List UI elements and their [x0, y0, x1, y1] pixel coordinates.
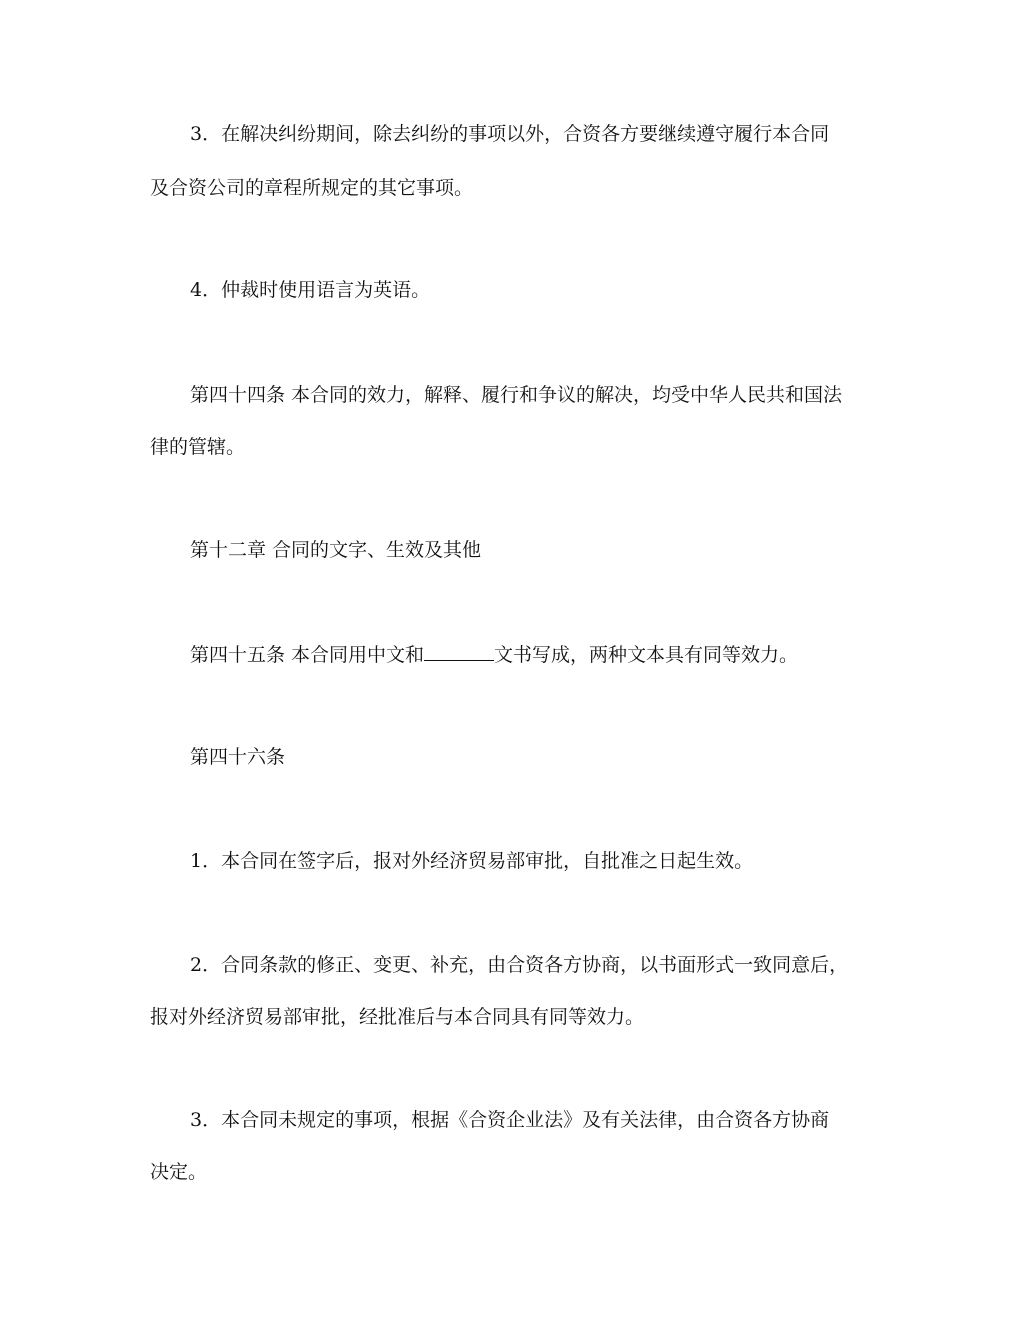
fill-in-blank — [424, 642, 494, 661]
article-45-line — [190, 642, 880, 668]
clause-3-line-2: 及合资公司的章程所规定的其它事项。 — [150, 177, 474, 199]
article-45-before-blank: 第四十五条 本合同用中文和 — [190, 644, 425, 666]
article-46-heading: 第四十六条 — [190, 746, 286, 768]
article-44-line-1: 第四十四条 本合同的效力，解释、履行和争议的解决，均受中华人民共和国法 — [190, 384, 843, 406]
chapter-12-heading: 第十二章 合同的文字、生效及其他 — [190, 539, 482, 561]
article-46-clause-3-line-2: 决定。 — [150, 1161, 208, 1183]
article-46-clause-3-line-1: 3．本合同未规定的事项，根据《合资企业法》及有关法律，由合资各方协商 — [190, 1109, 830, 1131]
article-46-clause-2-line-1: 2．合同条款的修正、变更、补充，由合资各方协商，以书面形式一致同意后， — [190, 954, 849, 976]
article-46-clause-1: 1．本合同在签字后，报对外经济贸易部审批，自批准之日起生效。 — [190, 850, 754, 872]
article-46-clause-2-line-2: 报对外经济贸易部审批，经批准后与本合同具有同等效力。 — [150, 1006, 645, 1028]
article-45-after-blank: 文书写成，两种文本具有同等效力。 — [494, 644, 799, 666]
article-44-line-2: 律的管辖。 — [150, 436, 246, 458]
clause-4-line-1: 4．仲裁时使用语言为英语。 — [190, 279, 431, 301]
clause-3-line-1: 3．在解决纠纷期间，除去纠纷的事项以外，合资各方要继续遵守履行本合同 — [190, 123, 830, 145]
